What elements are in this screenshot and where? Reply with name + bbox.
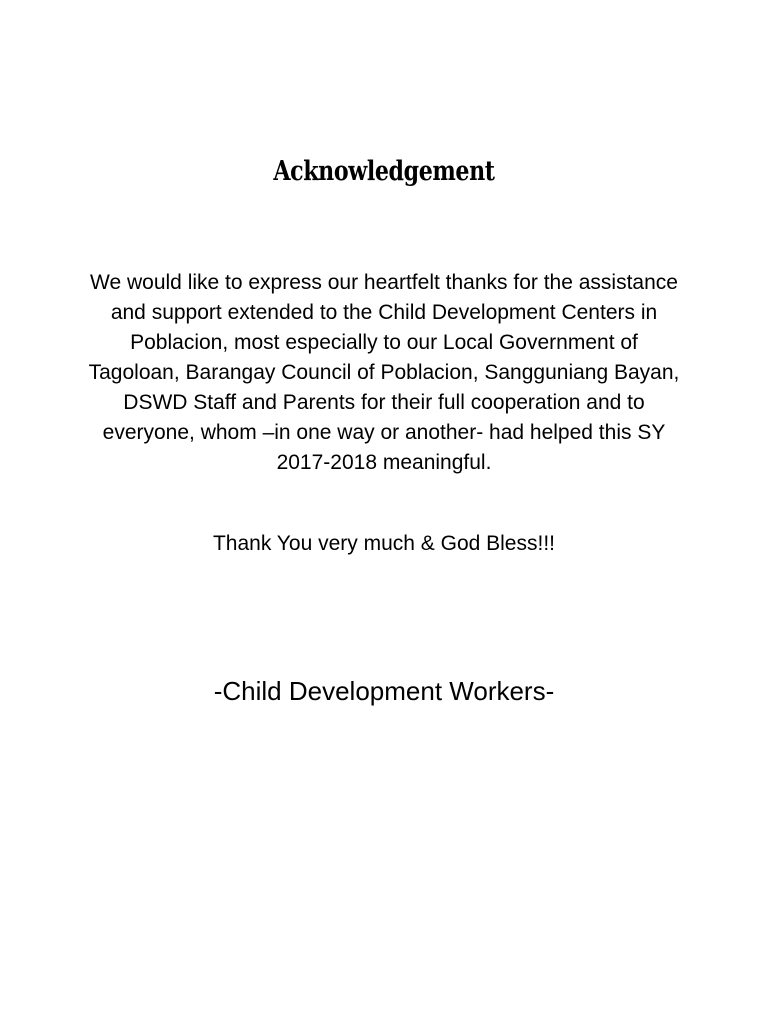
signature-line: -Child Development Workers- — [213, 676, 555, 706]
page-title: Acknowledgement — [273, 156, 495, 187]
thank-you-line: Thank You very much & God Bless!!! — [212, 532, 555, 555]
acknowledgement-paragraph: We would like to express our heartfelt thanks for the assistance and support extended to the Child Development Centers in Poblacion, most especially to our Local Government of Tagoloan, Barangay Council of Poblacion, Sangguniang Bayan, DSWD Staff and Parents for their full cooperation and to everyone, whom –in one way or another- had helped this SY 2017-2018 meaningful. — [88, 271, 680, 474]
